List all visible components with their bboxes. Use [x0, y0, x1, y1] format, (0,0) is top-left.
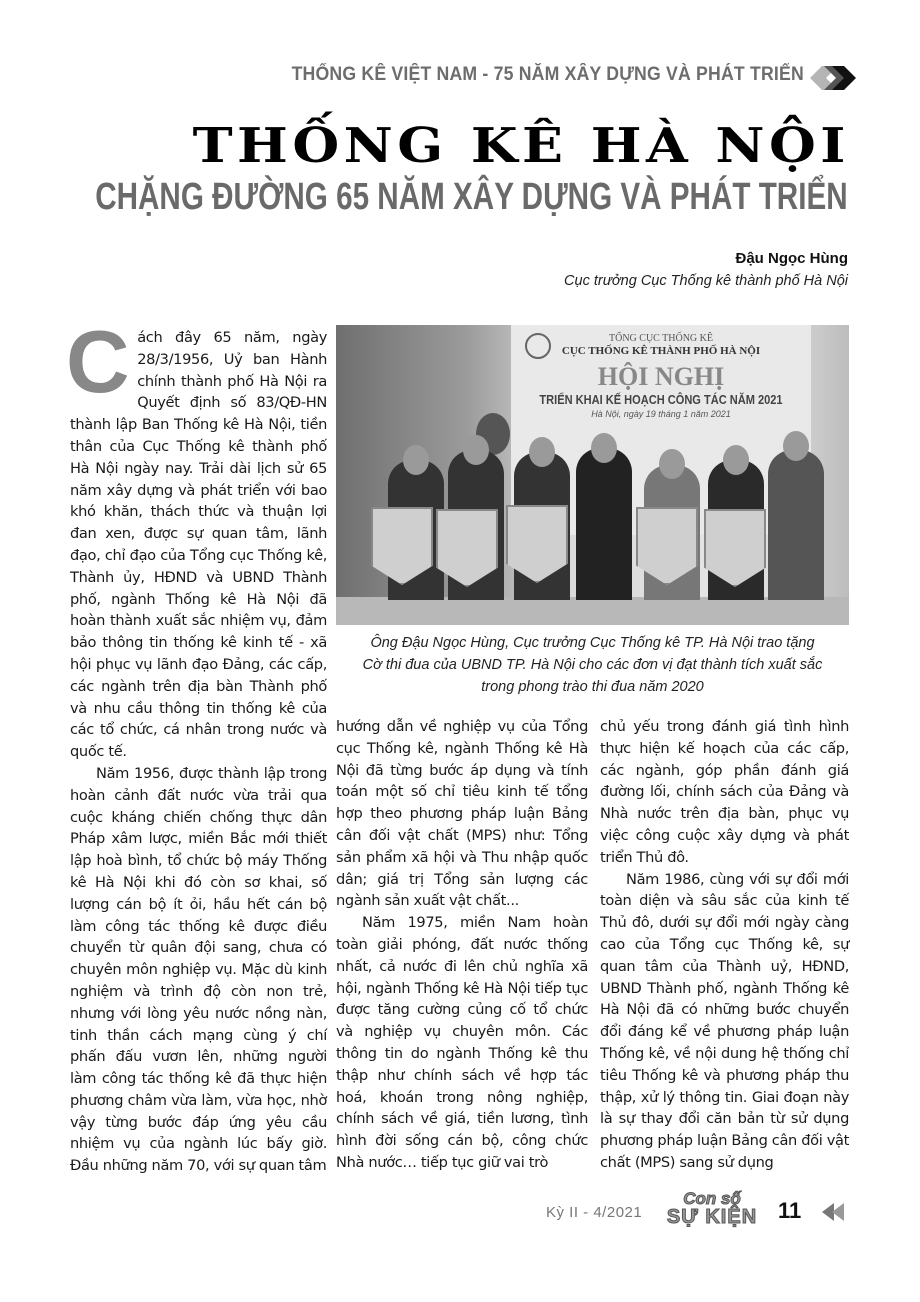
person: [576, 448, 632, 600]
paragraph: Năm 1986, cùng với sự đổi mới toàn diện và sâu sắc của kinh tế Thủ đô, dưới sự đổi mới ngày càng cao của Tổng cục Thống kê, sự quan tâm của Thành uỷ, HĐND, UBND Thành phố, ngành Thống kê Hà Nội đã có những bước chuyển đổi đáng kể về phương pháp luận Thống kê, về nội dung hệ thống chỉ tiêu Thống kê và phương pháp thu thập, xử lý thông tin. Giai đoạn này là sự thay đổi căn bản từ sử dụng phương pháp luận Bảng cân đối vật chất (MPS) sang sử dụng: [600, 870, 849, 1171]
banner-line: TRIỂN KHAI KẾ HOẠCH CÔNG TÁC NĂM 2021: [539, 392, 783, 407]
floor: [336, 597, 849, 625]
emblem-icon: [525, 333, 551, 359]
series-header: THỐNG KÊ VIỆT NAM - 75 NĂM XÂY DỰNG VÀ PHÁT TRIỂN: [291, 64, 804, 85]
paragraph: hướng dẫn về nghiệp vụ của Tổng cục Thống kê, ngành Thống kê Hà Nội đã từng bước áp dụng và tính toán một số chỉ tiêu kinh tế tổng hợp theo phương pháp luận Bảng cân đối vật chất (MPS) như: Tổng sản phẩm xã hội và Thu nhập quốc dân; giá trị Tổng sản lượng các ngành sản xuất vật chất...: [336, 718, 588, 910]
person-head: [783, 431, 809, 461]
caption-line: trong phong trào thi đua năm 2020: [481, 679, 704, 695]
caption-line: Cờ thi đua của UBND TP. Hà Nội cho các đơn vị đạt thành tích xuất sắc: [362, 657, 823, 673]
caption-line: Ông Đậu Ngọc Hùng, Cục trưởng Cục Thống kê TP. Hà Nội trao tặng: [370, 635, 815, 651]
person-head: [529, 437, 555, 467]
article-photo: [336, 325, 849, 625]
paragraph: chủ yếu trong đánh giá tình hình thực hiện kế hoạch của các cấp, các ngành, góp phần đánh giá đường lối, chính sách của Đảng và Nhà nước trên địa bàn, phục vụ việc công cuộc xây dựng và phát triển Thủ đô.: [600, 718, 849, 866]
double-chevron-left-icon: [822, 1203, 848, 1221]
banner-line: TỔNG CỤC THỐNG KÊ: [609, 333, 713, 344]
logo-line: Con số: [683, 1189, 741, 1208]
author-role: Cục trưởng Cục Thống kê thành phố Hà Nội: [564, 273, 848, 289]
person-head: [659, 449, 685, 479]
author-name: Đậu Ngọc Hùng: [735, 250, 848, 267]
photo-caption: [336, 632, 849, 698]
logo-line: SỰ KIỆN: [666, 1206, 758, 1228]
article-column-2: [336, 716, 588, 1174]
double-chevron-right-icon: [810, 66, 856, 90]
article-column-3: [600, 716, 849, 1174]
person: [768, 450, 824, 600]
banner-line: Hà Nội, ngày 19 tháng 1 năm 2021: [591, 409, 731, 419]
issue-label: Kỳ II - 4/2021: [546, 1204, 643, 1221]
paragraph: ách đây 65 năm, ngày 28/3/1956, Uỷ ban Hành chính thành phố Hà Nội ra Quyết định số 83/QĐ-HN thành lập Ban Thống kê Hà Nội, tiền thân của Cục Thống kê thành phố Hà Nội ngày nay. Trải dài lịch sử 65 năm xây dựng và phát triển với bao khó khăn, thách thức và thuận lợi đan xen, được sự quan tâm, lãnh đạo, chỉ đạo của Tổng cục Thống kê, Thành ủy, HĐND và UBND Thành phố, ngành Thống kê Hà Nội đã hoàn thành xuất sắc nhiệm vụ, đảm bảo thông tin thống kê kinh tế - xã hội phục vụ lãnh đạo Đảng, các cấp, các ngành trên địa bàn Thành phố và nhu cầu thông tin thống kê của các tổ chức, cá nhân trong nước và quốc tế.: [70, 329, 327, 761]
magazine-logo: [660, 1190, 764, 1230]
article-subtitle: CHẶNG ĐƯỜNG 65 NĂM XÂY DỰNG VÀ PHÁT TRIỂN: [95, 176, 848, 218]
person-head: [591, 433, 617, 463]
paragraph: Năm 1956, được thành lập trong hoàn cảnh đất nước vừa trải qua cuộc kháng chiến chống thực dân Pháp xâm lược, miền Bắc mới thiết lập hoà bình, tổ chức bộ máy Thống kê Hà Nội khi đó còn sơ khai, số lượng cán bộ ít ỏi, hầu hết cán bộ làm công tác thống kê được điều chuyển từ quân đội sang, chưa có chuyên môn nghiệp vụ. Mặc dù kinh nghiệm và trình độ còn non trẻ, nhưng với lòng yêu nước nồng nàn, tinh thần cách mạng cùng ý chí phấn đấu vươn lên, những người làm công tác thống kê đã thực hiện phương châm vừa làm, vừa học, nhờ vậy từng bước đáp ứng yêu cầu nhiệm vụ của ngành lúc bấy giờ. Đầu những năm 70, với sự quan tâm: [70, 764, 327, 1175]
paragraph: Năm 1975, miền Nam hoàn toàn giải phóng, đất nước thống nhất, cả nước đi lên chủ nghĩa xã hội, ngành Thống kê Hà Nội tiếp tục được tăng cường củng cố tổ chức và nghiệp vụ chuyên môn. Các thông tin do ngành Thống kê thu thập như chính sách về hợp tác hoá, khoán trong nông nghiệp, chính sách về giá, tiền lương, tình hình đời sống cán bộ, công chức Nhà nước… tiếp tục giữ vai trò: [336, 914, 588, 1171]
person-head: [723, 445, 749, 475]
article-column-1: [66, 312, 327, 1177]
drop-cap: C: [66, 312, 130, 411]
page-number: 11: [778, 1198, 802, 1223]
person-head: [463, 435, 489, 465]
banner-line: HỘI NGHỊ: [597, 362, 725, 391]
article-title: THỐNG KÊ HÀ NỘI: [192, 118, 850, 174]
person-head: [403, 445, 429, 475]
banner-line: CỤC THỐNG KÊ THÀNH PHỐ HÀ NỘI: [561, 345, 761, 357]
